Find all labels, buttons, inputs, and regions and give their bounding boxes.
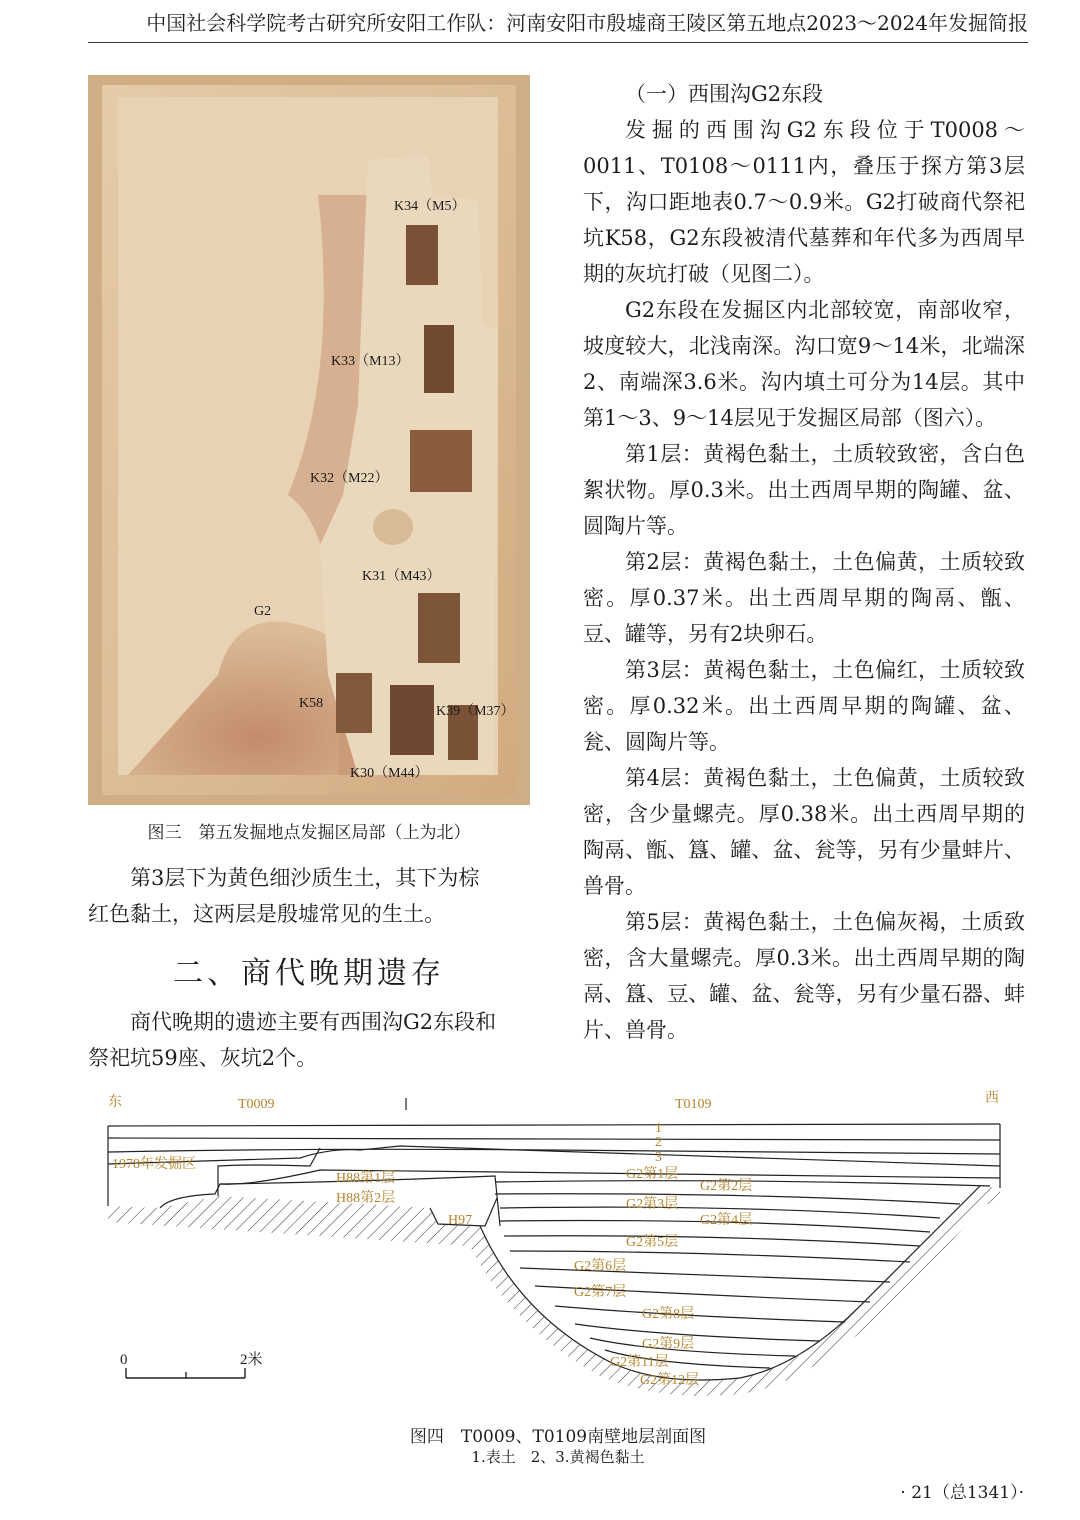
pit-k39 — [390, 685, 434, 755]
label-k34: K34（M5） — [394, 199, 466, 214]
label-h88-layer1: H88第1层 — [336, 1171, 396, 1186]
running-title: 中国社会科学院考古研究所安阳工作队：河南安阳市殷墟商王陵区第五地点2023～2024年发掘简报 — [146, 11, 1028, 35]
paragraph-layer-1: 第1层：黄褐色黏土，土质较致密，含白色絮状物。厚0.3米。出土西周早期的陶罐、盆、圆陶片等。 — [583, 442, 1025, 538]
label-g2-layer7: G2第7层 — [574, 1285, 627, 1300]
pit-k34 — [406, 225, 438, 285]
label-t0109: T0109 — [675, 1097, 712, 1112]
label-k31: K31（M43） — [362, 569, 441, 584]
subheading: （一）西围沟G2东段 — [625, 82, 824, 106]
label-g2-layer4: G2第4层 — [700, 1213, 753, 1228]
pit-k33 — [424, 325, 454, 393]
excavation-photo — [88, 75, 530, 805]
label-g2-layer1: G2第1层 — [626, 1167, 679, 1182]
figure4-legend: 1.表土 2、3.黄褐色黏土 — [471, 1448, 645, 1466]
label-k32: K32（M22） — [310, 471, 389, 486]
right-column — [583, 76, 1025, 1048]
scale-two-meters: 2米 — [240, 1352, 263, 1368]
page-number: · 21（总1341）· — [900, 1483, 1024, 1503]
figure4-caption: 图四 T0009、T0109南壁地层剖面图 — [409, 1427, 707, 1447]
paragraph-layer-5: 第5层：黄褐色黏土，土色偏灰褐，土质致密，含大量螺壳。厚0.3米。出土西周早期的陶鬲、簋、豆、罐、盆、瓮等，另有少量石器、蚌片、兽骨。 — [583, 910, 1025, 1042]
profile-drawing — [100, 1086, 1015, 1416]
left-paragraph-2: 商代晚期的遗迹主要有西围沟G2东段和 祭祀坑59座、灰坑2个。 — [88, 1010, 497, 1070]
label-g2-layer6: G2第6层 — [574, 1259, 627, 1274]
figure3-caption: 图三 第五发掘地点发掘区局部（上为北） — [147, 823, 471, 843]
label-k39: K39（M37） — [436, 704, 515, 719]
pit-circular — [373, 509, 413, 545]
direction-east: 东 — [108, 1095, 122, 1110]
layer-2-label: 2 — [655, 1135, 662, 1150]
label-g2: G2 — [254, 604, 272, 619]
label-g2-layer3: G2第3层 — [626, 1197, 679, 1212]
label-k33: K33（M13） — [331, 354, 410, 369]
label-g2-layer8: G2第8层 — [642, 1307, 695, 1322]
label-k58: K58 — [299, 696, 324, 711]
label-k30: K30（M44） — [350, 766, 429, 781]
left-paragraph-1: 第3层下为黄色细沙质生土，其下为棕 红色黏土，这两层是殷墟常见的生土。 — [88, 866, 480, 926]
paragraph-location: 发掘的西围沟G2东段位于T0008～0011、T0108～0111内，叠压于探方第3层下，沟口距地表0.7～0.9米。G2打破商代祭祀坑K58，G2东段被清代墓葬和年代多为西周早期的灰坑打破（见图二）。 — [583, 118, 1025, 286]
paragraph-layer-4: 第4层：黄褐色黏土，土色偏黄，土质较致密，含少量螺壳。厚0.38米。出土西周早期的陶鬲、甑、簋、罐、盆、瓮等，另有少量蚌片、兽骨。 — [583, 766, 1025, 898]
paragraph-layer-3: 第3层：黄褐色黏土，土色偏红，土质较致密。厚0.32米。出土西周早期的陶罐、盆、瓮、圆陶片等。 — [583, 658, 1025, 754]
direction-west: 西 — [985, 1091, 999, 1106]
label-g2-layer5: G2第5层 — [626, 1235, 679, 1250]
label-g2-layer11: G2第11层 — [610, 1355, 669, 1370]
label-g2-layer9: G2第9层 — [642, 1337, 695, 1352]
section-heading: 二、商代晚期遗存 — [173, 956, 445, 991]
label-t0009: T0009 — [238, 1097, 275, 1112]
label-g2-layer2: G2第2层 — [700, 1179, 753, 1194]
layer-1-label: 1 — [655, 1121, 662, 1136]
paragraph-shape: G2东段在发掘区内北部较宽，南部收窄，坡度较大，北浅南深。沟口宽9～14米，北端深2、南端深3.6米。沟内填土可分为14层。其中第1～3、9～14层见于发掘区局部（图六）。 — [583, 298, 1025, 430]
layer-3-label: 3 — [655, 1150, 662, 1165]
label-h88-layer2: H88第2层 — [336, 1191, 396, 1206]
paragraph-layer-2: 第2层：黄褐色黏土，土色偏黄，土质较致密。厚0.37米。出土西周早期的陶鬲、甑、豆、罐等，另有2块卵石。 — [583, 550, 1025, 646]
label-h97: H97 — [448, 1213, 473, 1228]
scale-zero: 0 — [120, 1352, 128, 1368]
scale-bar — [120, 1351, 263, 1378]
label-g2-layer12: G2第12层 — [640, 1373, 700, 1388]
pit-k32 — [410, 430, 472, 492]
pit-k58 — [336, 673, 372, 733]
label-1978-area: 1978年发掘区 — [112, 1157, 196, 1172]
pit-k31 — [418, 593, 460, 663]
running-header — [88, 8, 1028, 43]
